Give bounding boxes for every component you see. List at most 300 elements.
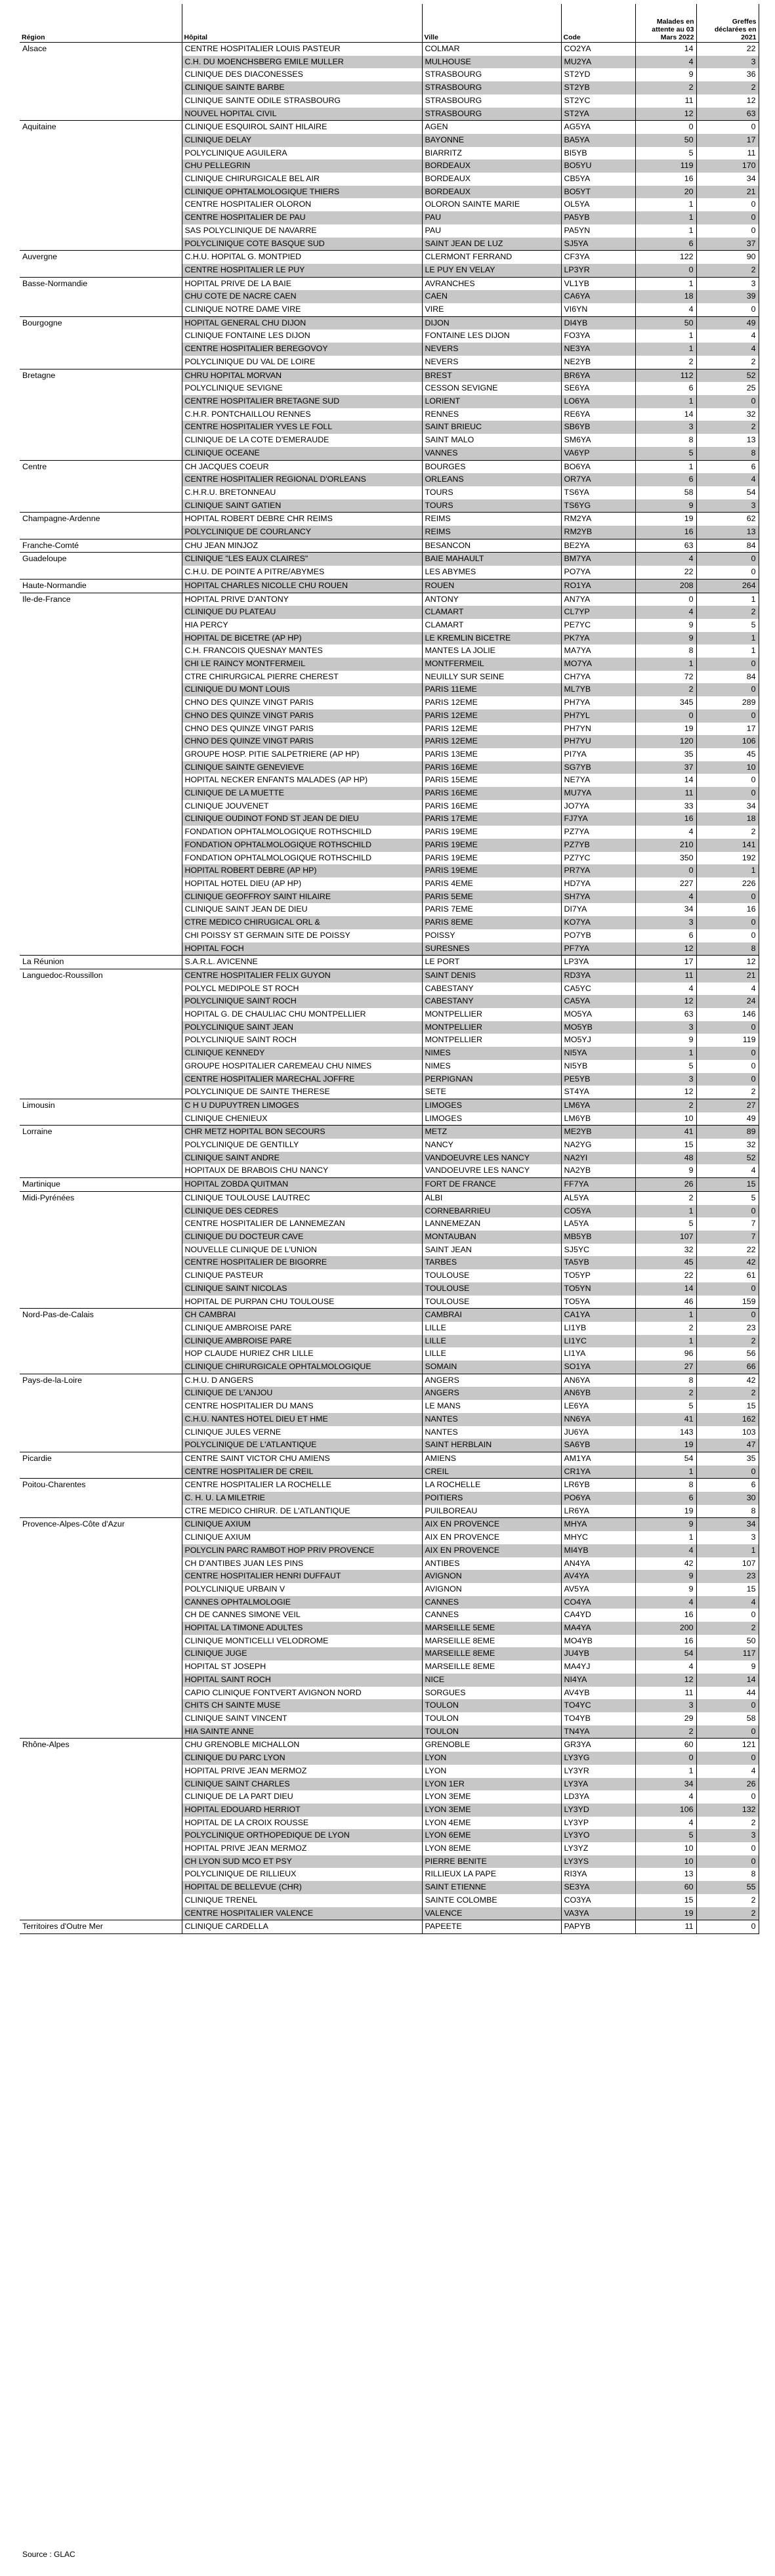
hospital-cell: CHNO DES QUINZE VINGT PARIS [182,709,422,723]
grafts-cell: 4 [696,1164,759,1177]
waiting-patients-cell: 1 [635,1531,696,1544]
table-row [20,658,759,671]
waiting-patients-cell: 1 [635,343,696,356]
grafts-cell: 3 [696,1829,759,1842]
table-row [20,1868,759,1881]
grafts-cell: 2 [696,1817,759,1830]
table-row [20,1531,759,1544]
hospital-cell: CLINIQUE NOTRE DAME VIRE [182,303,422,316]
code-cell: SM6YA [561,434,635,447]
table-row [20,1570,759,1583]
city-cell: SAINT ETIENNE [422,1881,561,1894]
waiting-patients-cell: 227 [635,877,696,891]
hospital-cell: CLINIQUE DES CEDRES [182,1205,422,1218]
grafts-cell: 55 [696,1881,759,1894]
waiting-patients-cell: 54 [635,1452,696,1465]
city-cell: TOULON [422,1699,561,1712]
code-cell: ME2YB [561,1126,635,1139]
city-cell: SAINT DENIS [422,969,561,982]
hospital-cell: CENTRE HOSPITALIER DE CREIL [182,1466,422,1479]
waiting-patients-cell: 34 [635,903,696,916]
grafts-cell: 0 [696,566,759,579]
grafts-cell: 0 [696,211,759,224]
region-cell [20,1217,182,1231]
city-cell: STRASBOURG [422,108,561,121]
table-row [20,434,759,447]
waiting-patients-cell: 72 [635,671,696,684]
grafts-cell: 0 [696,891,759,904]
table-row [20,408,759,421]
hospital-cell: FONDATION OPHTALMOLOGIQUE ROTHSCHILD [182,826,422,839]
hospital-cell: C.H. FRANCOIS QUESNAY MANTES [182,644,422,658]
hospital-cell: CLINIQUE JUGE [182,1647,422,1660]
grafts-cell: 49 [696,316,759,329]
table-row [20,982,759,996]
city-cell: BORDEAUX [422,173,561,186]
region-cell [20,1047,182,1060]
city-cell: LYON [422,1752,561,1765]
table-row [20,1387,759,1400]
region-cell [20,1505,182,1518]
table-row [20,632,759,645]
waiting-patients-cell: 2 [635,1322,696,1335]
city-cell: SETE [422,1086,561,1099]
table-row [20,1778,759,1791]
city-cell: PARIS 12EME [422,723,561,736]
waiting-patients-cell: 3 [635,1021,696,1034]
region-cell: Basse-Normandie [20,277,182,290]
waiting-patients-cell: 4 [635,891,696,904]
city-cell: LILLE [422,1335,561,1348]
code-cell: TS6YG [561,499,635,513]
code-cell: NE7YA [561,774,635,787]
region-cell [20,56,182,69]
region-cell [20,1361,182,1374]
table-row [20,1400,759,1413]
waiting-patients-cell: 350 [635,852,696,865]
waiting-patients-cell: 6 [635,929,696,942]
grafts-cell: 14 [696,1674,759,1687]
city-cell: MONTPELLIER [422,1008,561,1021]
waiting-patients-cell: 11 [635,787,696,800]
code-cell: PO7YA [561,566,635,579]
hospital-cell: HOPITAL ZOBDA QUITMAN [182,1178,422,1192]
code-cell: LE6YA [561,1400,635,1413]
city-cell: NANTES [422,1413,561,1426]
region-cell [20,1881,182,1894]
code-cell: BO6YA [561,460,635,473]
waiting-patients-cell: 58 [635,486,696,499]
code-cell: PO7YB [561,929,635,942]
city-cell: PARIS 16EME [422,787,561,800]
table-row [20,1413,759,1426]
region-cell: Poitou-Charentes [20,1479,182,1492]
code-cell: BI5YB [561,147,635,160]
hospital-cell: POLYCL MEDIPOLE ST ROCH [182,982,422,996]
code-cell: NI5YA [561,1047,635,1060]
city-cell: RENNES [422,408,561,421]
code-cell: PK7YA [561,632,635,645]
waiting-patients-cell: 1 [635,198,696,211]
table-row [20,1752,759,1765]
hospital-cell: POLYCLINIQUE DE COURLANCY [182,526,422,539]
hospital-cell: CTRE CHIRURGICAL PIERRE CHEREST [182,671,422,684]
grafts-cell: 2 [696,1907,759,1920]
region-cell [20,186,182,199]
region-cell [20,68,182,81]
table-row [20,839,759,852]
code-cell: AN4YA [561,1557,635,1571]
region-cell [20,735,182,748]
region-cell [20,982,182,996]
table-row [20,1426,759,1439]
hospital-cell: CLINIQUE MONTICELLI VELODROME [182,1635,422,1648]
code-cell: AN6YB [561,1387,635,1400]
code-cell: MU2YA [561,56,635,69]
code-cell: LM6YA [561,1099,635,1112]
grafts-cell: 21 [696,186,759,199]
hospital-cell: C.H.R. PONTCHAILLOU RENNES [182,408,422,421]
grafts-cell: 4 [696,1765,759,1778]
grafts-cell: 2 [696,356,759,369]
city-cell: PARIS 19EME [422,852,561,865]
code-cell: SJ5YA [561,238,635,251]
region-cell: Centre [20,460,182,473]
grafts-cell: 13 [696,526,759,539]
table-row [20,1361,759,1374]
hospital-cell: CENTRE HOSPITALIER BRETAGNE SUD [182,395,422,408]
waiting-patients-cell: 18 [635,290,696,303]
grafts-cell: 8 [696,447,759,460]
city-cell: LYON 8EME [422,1842,561,1855]
code-cell: MA7YA [561,644,635,658]
code-cell: SE6YA [561,382,635,395]
waiting-patients-cell: 60 [635,1881,696,1894]
waiting-patients-cell: 4 [635,1790,696,1804]
grafts-cell: 0 [696,787,759,800]
region-cell [20,1139,182,1152]
grafts-cell: 0 [696,303,759,316]
region-cell: Alsace [20,43,182,56]
waiting-patients-cell: 10 [635,1112,696,1126]
grafts-cell: 0 [696,1060,759,1073]
waiting-patients-cell: 4 [635,1817,696,1830]
waiting-patients-cell: 41 [635,1126,696,1139]
grafts-cell: 17 [696,134,759,147]
code-cell: PH7YN [561,723,635,736]
code-cell: LA5YA [561,1217,635,1231]
grafts-cell: 0 [696,916,759,929]
region-cell: Nord-Pas-de-Calais [20,1309,182,1322]
city-cell: VANDOEUVRE LES NANCY [422,1164,561,1177]
hospital-cell: HOPITAL LA TIMONE ADULTES [182,1622,422,1635]
city-cell: ANTONY [422,593,561,606]
city-cell: LYON [422,1765,561,1778]
waiting-patients-cell: 54 [635,1647,696,1660]
region-cell: Limousin [20,1099,182,1112]
hospital-cell: CENTRE HOSPITALIER YVES LE FOLL [182,421,422,434]
region-cell [20,995,182,1008]
hospital-cell: POLYCLINIQUE SAINT JEAN [182,1021,422,1034]
city-cell: PARIS 19EME [422,839,561,852]
waiting-patients-cell: 9 [635,1570,696,1583]
header-code: Code [561,4,635,43]
header-row [20,4,759,43]
code-cell: AV5YA [561,1583,635,1596]
grafts-cell: 2 [696,421,759,434]
city-cell: SURESNES [422,942,561,956]
region-cell [20,644,182,658]
grafts-cell: 12 [696,95,759,108]
waiting-patients-cell: 2 [635,1099,696,1112]
region-cell [20,852,182,865]
code-cell: TN4YA [561,1725,635,1739]
city-cell: PAPEETE [422,1920,561,1934]
code-cell: RD3YA [561,969,635,982]
hospital-cell: HOPITAL ROBERT DEBRE CHR REIMS [182,513,422,526]
code-cell: MA4YJ [561,1660,635,1674]
grafts-cell: 1 [696,644,759,658]
city-cell: BORDEAUX [422,159,561,173]
waiting-patients-cell: 34 [635,1778,696,1791]
grafts-cell: 42 [696,1374,759,1387]
city-cell: SORGUES [422,1687,561,1700]
table-row [20,1086,759,1099]
hospital-cell: CENTRE HOSPITALIER DE BIGORRE [182,1256,422,1269]
grafts-cell: 15 [696,1400,759,1413]
code-cell: TO5YP [561,1269,635,1282]
region-cell [20,1804,182,1817]
region-cell [20,658,182,671]
hospital-cell: HOPITAL ROBERT DEBRE (AP HP) [182,864,422,877]
code-cell: VI6YN [561,303,635,316]
grafts-cell: 226 [696,877,759,891]
city-cell: SAINT MALO [422,434,561,447]
table-row [20,1583,759,1596]
grafts-cell: 0 [696,1309,759,1322]
waiting-patients-cell: 26 [635,1178,696,1192]
hospital-cell: CENTRE HOSPITALIER DU MANS [182,1400,422,1413]
grafts-cell: 4 [696,329,759,343]
region-cell [20,1596,182,1609]
code-cell: PA5YB [561,211,635,224]
code-cell: ST4YA [561,1086,635,1099]
code-cell: CO4YA [561,1596,635,1609]
code-cell: AV4YA [561,1570,635,1583]
region-cell [20,1282,182,1296]
waiting-patients-cell: 9 [635,499,696,513]
hospital-cell: CENTRE HOSPITALIER OLORON [182,198,422,211]
hospital-cell: CENTRE HOSPITALIER MARECHAL JOFFRE [182,1073,422,1086]
grafts-cell: 3 [696,499,759,513]
hospital-cell: CTRE MEDICO CHIRUR. DE L'ATLANTIQUE [182,1505,422,1518]
grafts-cell: 0 [696,1021,759,1034]
waiting-patients-cell: 11 [635,95,696,108]
hospital-cell: CLINIQUE AXIUM [182,1531,422,1544]
hospital-cell: POLYCLINIQUE SEVIGNE [182,382,422,395]
hospital-cell: CLINIQUE DE LA COTE D'EMERAUDE [182,434,422,447]
waiting-patients-cell: 14 [635,1282,696,1296]
grafts-cell: 162 [696,1413,759,1426]
grafts-cell: 11 [696,147,759,160]
hospital-cell: HOPITAL PRIVE JEAN MERMOZ [182,1842,422,1855]
city-cell: CABESTANY [422,982,561,996]
waiting-patients-cell: 14 [635,774,696,787]
waiting-patients-cell: 1 [635,1765,696,1778]
code-cell: LO6YA [561,395,635,408]
waiting-patients-cell: 63 [635,1008,696,1021]
grafts-cell: 0 [696,1790,759,1804]
waiting-patients-cell: 50 [635,134,696,147]
grafts-cell: 34 [696,1518,759,1531]
hospital-cell: HOPITAL PRIVE D'ANTONY [182,593,422,606]
region-cell [20,421,182,434]
table-row [20,761,759,774]
region-cell: Ile-de-France [20,593,182,606]
table-row [20,969,759,982]
hospital-cell: C.H.U. DE POINTE A PITRE/ABYMES [182,566,422,579]
city-cell: PARIS 12EME [422,696,561,709]
grafts-cell: 264 [696,579,759,593]
grafts-cell: 1 [696,593,759,606]
region-cell [20,173,182,186]
hospital-cell: CAPIO CLINIQUE FONTVERT AVIGNON NORD [182,1687,422,1700]
hospital-cell: HOPITAL G. DE CHAULIAC CHU MONTPELLIER [182,1008,422,1021]
code-cell: ST2YD [561,68,635,81]
hospital-cell: CENTRE HOSPITALIER FELIX GUYON [182,969,422,982]
waiting-patients-cell: 12 [635,108,696,121]
waiting-patients-cell: 32 [635,1244,696,1257]
table-row [20,1231,759,1244]
grafts-cell: 26 [696,1778,759,1791]
grafts-cell: 12 [696,956,759,969]
region-cell [20,1855,182,1869]
hospital-cell: CLINIQUE OPHTALMOLOGIQUE THIERS [182,186,422,199]
grafts-cell: 63 [696,108,759,121]
grafts-cell: 7 [696,1217,759,1231]
code-cell: NI5YB [561,1060,635,1073]
table-row [20,329,759,343]
waiting-patients-cell: 2 [635,81,696,95]
waiting-patients-cell: 12 [635,1086,696,1099]
city-cell: PARIS 13EME [422,748,561,761]
waiting-patients-cell: 35 [635,748,696,761]
table-row [20,1687,759,1700]
city-cell: MARSEILLE 8EME [422,1647,561,1660]
grafts-cell: 2 [696,826,759,839]
region-cell [20,211,182,224]
hospital-cell: CLINIQUE SAINT CHARLES [182,1778,422,1791]
table-row [20,995,759,1008]
region-cell [20,1347,182,1361]
grafts-cell: 0 [696,709,759,723]
hospital-cell: C.H.U. HOPITAL G. MONTPIED [182,251,422,264]
grafts-cell: 42 [696,1256,759,1269]
waiting-patients-cell: 16 [635,1635,696,1648]
region-cell [20,1269,182,1282]
grafts-cell: 0 [696,1920,759,1934]
hospital-cell: CLINIQUE DE LA PART DIEU [182,1790,422,1804]
table-row [20,1725,759,1739]
city-cell: BAYONNE [422,134,561,147]
grafts-cell: 54 [696,486,759,499]
region-cell: La Réunion [20,956,182,969]
table-row [20,1622,759,1635]
hospital-cell: CH CAMBRAI [182,1309,422,1322]
code-cell: SA6YB [561,1439,635,1452]
city-cell: METZ [422,1126,561,1139]
city-cell: STRASBOURG [422,95,561,108]
code-cell: MU7YA [561,787,635,800]
waiting-patients-cell: 4 [635,826,696,839]
grafts-cell: 0 [696,1205,759,1218]
table-row [20,1178,759,1192]
grafts-cell: 2 [696,606,759,619]
code-cell: MO5YB [561,1021,635,1034]
hospital-cell: CENTRE HOSPITALIER DE PAU [182,211,422,224]
code-cell: LR6YB [561,1479,635,1492]
waiting-patients-cell: 0 [635,864,696,877]
grafts-cell: 0 [696,198,759,211]
region-cell: Auvergne [20,251,182,264]
grafts-cell: 18 [696,813,759,826]
code-cell: PF7YA [561,942,635,956]
hospital-cell: CH D'ANTIBES JUAN LES PINS [182,1557,422,1571]
waiting-patients-cell: 22 [635,1269,696,1282]
code-cell: LY3YD [561,1804,635,1817]
waiting-patients-cell: 8 [635,1479,696,1492]
city-cell: SAINT BRIEUC [422,421,561,434]
grafts-cell: 3 [696,1531,759,1544]
region-cell [20,395,182,408]
code-cell: BR6YA [561,369,635,382]
header-greffes: Greffes déclarées en 2021 [696,4,759,43]
table-row [20,343,759,356]
code-cell: PA5YN [561,224,635,238]
city-cell: AMIENS [422,1452,561,1465]
region-cell [20,147,182,160]
table-row [20,264,759,277]
code-cell: ST2YA [561,108,635,121]
grafts-cell: 121 [696,1739,759,1752]
code-cell: LI1YA [561,1347,635,1361]
hospital-cell: CLINIQUE SAINT VINCENT [182,1712,422,1725]
hospital-cell: CLINIQUE AXIUM [182,1518,422,1531]
waiting-patients-cell: 8 [635,434,696,447]
region-cell [20,1400,182,1413]
code-cell: RM2YB [561,526,635,539]
city-cell: PARIS 12EME [422,735,561,748]
grafts-cell: 32 [696,1139,759,1152]
code-cell: CA1YA [561,1309,635,1322]
table-row [20,395,759,408]
hospital-cell: C.H.U. NANTES HOTEL DIEU ET HME [182,1413,422,1426]
city-cell: PARIS 16EME [422,761,561,774]
code-cell: PE7YC [561,619,635,632]
hospital-cell: CLINIQUE PASTEUR [182,1269,422,1282]
code-cell: LY3YO [561,1829,635,1842]
waiting-patients-cell: 15 [635,1894,696,1907]
waiting-patients-cell: 8 [635,644,696,658]
city-cell: LILLE [422,1347,561,1361]
waiting-patients-cell: 63 [635,539,696,553]
waiting-patients-cell: 33 [635,800,696,813]
table-row [20,1112,759,1126]
waiting-patients-cell: 19 [635,1505,696,1518]
grafts-cell: 0 [696,683,759,696]
hospital-cell: CENTRE HOSPITALIER VALENCE [182,1907,422,1920]
table-row [20,1047,759,1060]
